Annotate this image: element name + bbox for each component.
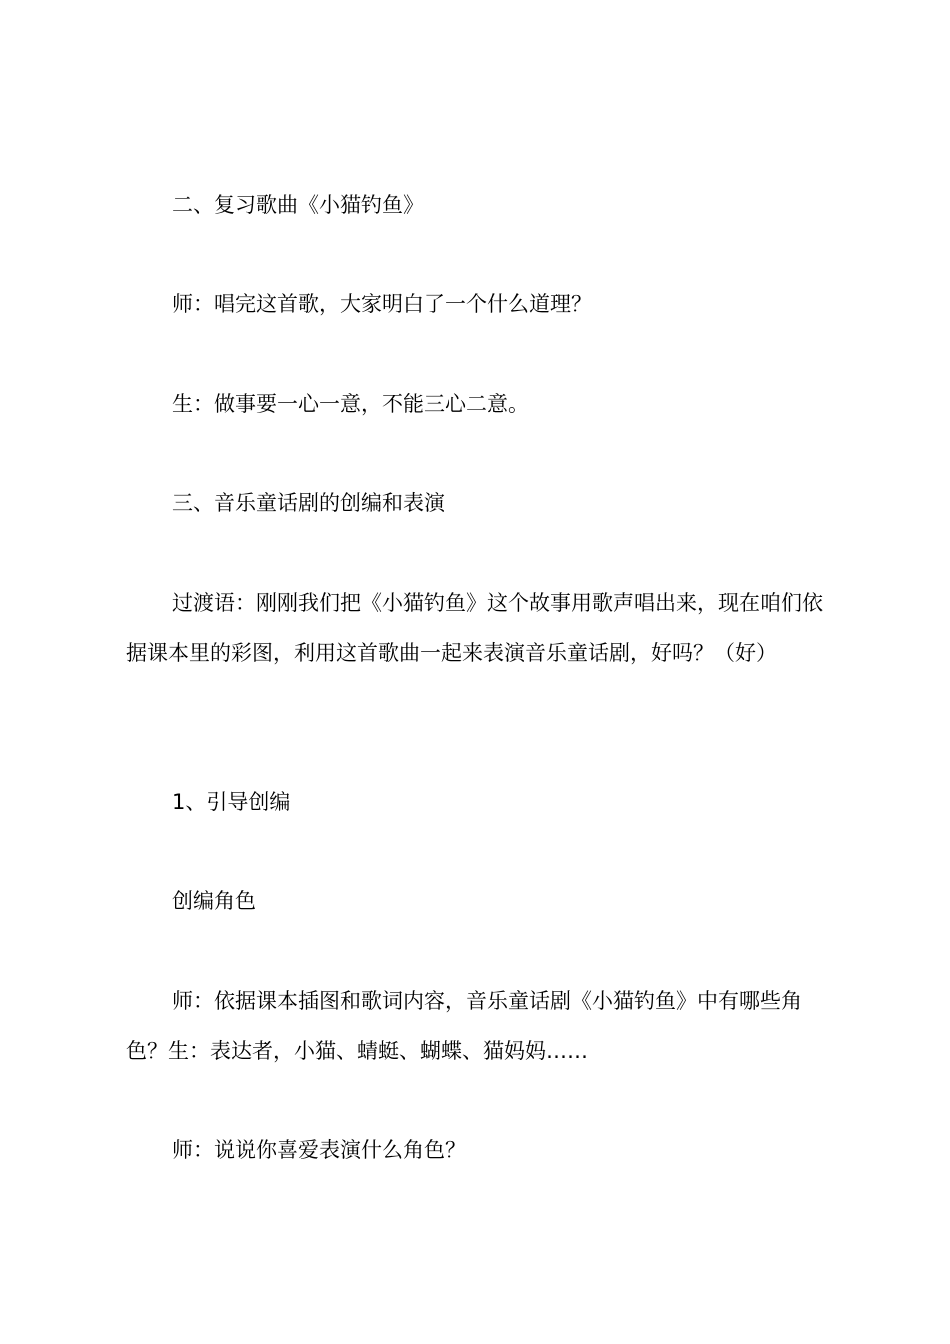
section-heading-drama: 三、音乐童话剧的创编和表演	[172, 491, 445, 515]
teacher-question: 师：唱完这首歌，大家明白了一个什么道理？	[172, 292, 592, 316]
subsection-heading-guide: 1、引导创编	[172, 790, 291, 814]
section-heading-review-song: 二、复习歌曲《小猫钓鱼》	[172, 193, 424, 217]
favorite-role-question: 师：说说你喜爱表演什么角色？	[172, 1138, 466, 1162]
roles-question-paragraph: 师：依据课本插图和歌词内容，音乐童话剧《小猫钓鱼》中有哪些角色？生：表达者，小猫、蜻蜓、蝴蝶、猫妈妈……	[126, 989, 802, 1063]
student-answer: 生：做事要一心一意，不能三心二意。	[172, 392, 529, 416]
transition-paragraph: 过渡语：刚刚我们把《小猫钓鱼》这个故事用歌声唱出来，现在咱们依据课本里的彩图，利用这首歌曲一起来表演音乐童话剧，好吗？（好）	[126, 591, 823, 665]
create-roles-heading: 创编角色	[172, 889, 256, 913]
